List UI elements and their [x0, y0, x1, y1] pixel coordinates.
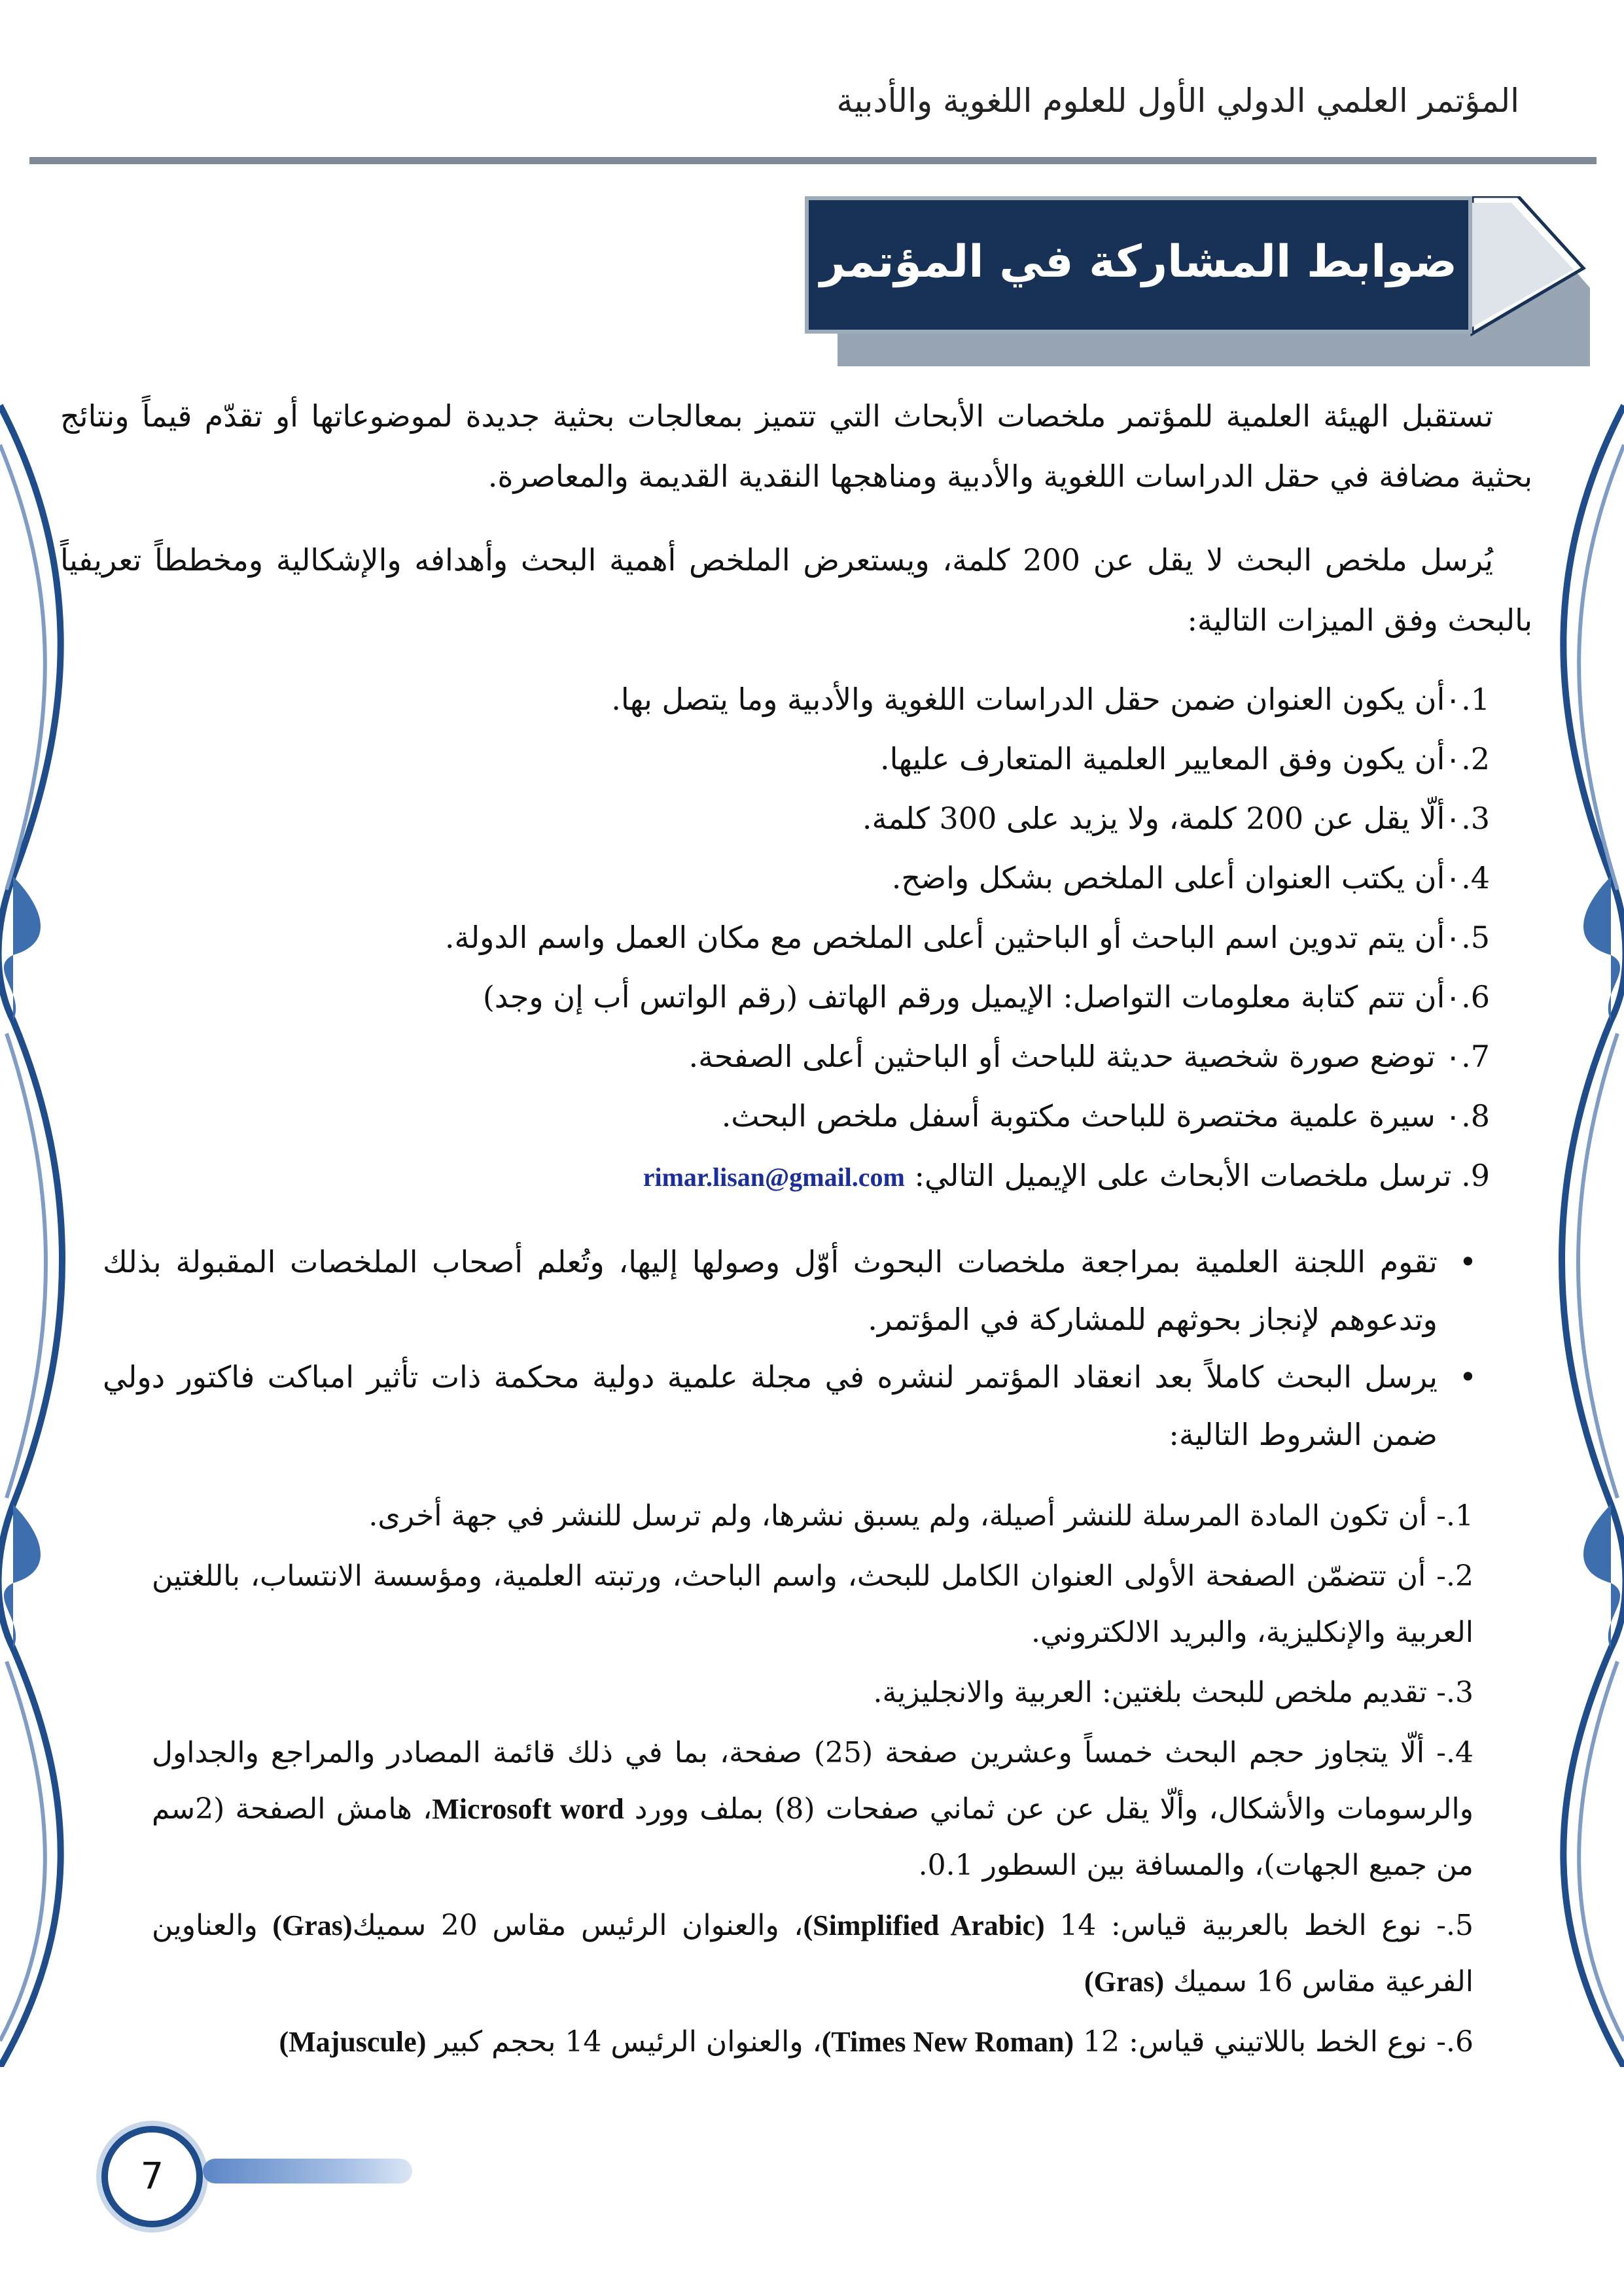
submission-email-link[interactable]: rimar.lisan@gmail.com	[643, 1162, 905, 1192]
latin-term: (Gras)	[272, 1909, 353, 1941]
list-item: 5.٠أن يتم تدوين اسم الباحث أو الباحثين أعلى الملخص مع مكان العمل واسم الدولة.	[444, 920, 1490, 955]
list-item: 4.٠أن يكتب العنوان أعلى الملخص بشكل واضح.	[891, 860, 1490, 896]
condition-item: 3.- تقديم ملخص للبحث بلغتين: العربية والانجليزية.	[873, 1676, 1474, 1709]
list-item: 1.٠أن يكون العنوان ضمن حقل الدراسات اللغوية والأدبية وما يتصل بها.	[611, 682, 1490, 717]
list-item: 2.٠أن يكون وفق المعايير العلمية المتعارف عليها.	[879, 741, 1490, 776]
running-header: المؤتمر العلمي الدولي الأول للعلوم اللغوية والأدبية	[836, 82, 1519, 120]
abstract-rules-list	[247, 670, 1490, 1206]
condition-item: 2.- أن تتضمّن الصفحة الأولى العنوان الكامل للبحث، واسم الباحث، ورتبته العلمية، ومؤسسة الانتساب، باللغتين العربية والإنكليزية، والبريد الالكتروني.	[152, 1559, 1474, 1649]
condition-item: 5.- نوع الخط بالعربية قياس: 14 (Simplified Arabic)، والعنوان الرئيس مقاس 20 سميك(Gras) والعناوين الفرعية مقاس 16 سميك (Gras)	[152, 1909, 1474, 1998]
list-item: 7.٠ توضع صورة شخصية حديثة للباحث أو الباحثين أعلى الصفحة.	[688, 1039, 1490, 1074]
banner-title: ضوابط المشاركة في المؤتمر	[805, 196, 1472, 334]
email-rule-text: 9. ترسل ملخصات الأبحاث على الإيميل التالي:	[904, 1158, 1490, 1193]
email-rule-item	[247, 1146, 1490, 1206]
footer-decorative-bar	[203, 2159, 412, 2183]
section-banner	[805, 196, 1590, 366]
condition-item: 4.- ألّا يتجاوز حجم البحث خمساً وعشرين صفحة (25) صفحة، بما في ذلك قائمة المصادر والمراجع والجداول والرسومات والأشكال، وألّا يقل عن عن ثماني صفحات (8) بملف وورد Microsoft word، هامش الصفحة (2سم من جميع الجهات)، والمسافة بين السطور 0.1.	[152, 1736, 1474, 1882]
intro-paragraph: تستقبل الهيئة العلمية للمؤتمر ملخصات الأبحاث التي تتميز بمعالجات بحثية جديدة لموضوعاتها أو تقدّم قيماً ونتائج بحثية مضافة في حقل الدراسات اللغوية والأدبية ومناهجها النقدية القديمة والمعاصرة.	[60, 398, 1532, 494]
list-item: • يرسل البحث كاملاً بعد انعقاد المؤتمر لنشره في مجلة علمية دولية محكمة ذات تأثير امباكت فاكتور دولي ضمن الشروط التالية:	[103, 1348, 1477, 1463]
latin-term: (Majuscule)	[279, 2026, 427, 2058]
list-item: • تقوم اللجنة العلمية بمراجعة ملخصات البحوث أوّل وصولها إليها، وتُعلم أصحاب الملخصات المقبولة بذلك وتدعوهم لإنجاز بحوثهم للمشاركة في المؤتمر.	[103, 1233, 1477, 1348]
list-item: 6.٠أن تتم كتابة معلومات التواصل: الإيميل ورقم الهاتف (رقم الواتس أب إن وجد)	[482, 979, 1490, 1015]
list-item: 3.٠ألّا يقل عن 200 كلمة، ولا يزيد على 300 كلمة.	[862, 801, 1490, 836]
condition-item: 6.- نوع الخط باللاتيني قياس: 12 (Times New Roman)، والعنوان الرئيس 14 بحجم كبير (Majuscule)	[279, 2025, 1474, 2059]
latin-term: (Times New Roman)	[821, 2026, 1074, 2058]
latin-term: (Gras)	[1084, 1966, 1165, 1998]
committee-bullets	[103, 1233, 1477, 1463]
latin-term: (Simplified Arabic)	[803, 1909, 1045, 1941]
condition-item: 1.- أن تكون المادة المرسلة للنشر أصيلة، ولم يسبق نشرها، ولم ترسل للنشر في جهة أخرى.	[368, 1499, 1474, 1533]
page-number: 7	[101, 2126, 203, 2227]
publication-conditions-list	[152, 1488, 1474, 2074]
header-rule	[29, 157, 1597, 164]
list-item: 8.٠ سيرة علمية مختصرة للباحث مكتوبة أسفل ملخص البحث.	[721, 1098, 1490, 1134]
right-ornament-decoration	[1526, 392, 1624, 2067]
abstract-paragraph: يُرسل ملخص البحث لا يقل عن 200 كلمة، ويستعرض الملخص أهمية البحث وأهدافه والإشكالية ومخططاً تعريفياً بالبحث وفق الميزات التالية:	[60, 542, 1532, 638]
latin-term: Microsoft word	[432, 1793, 624, 1825]
